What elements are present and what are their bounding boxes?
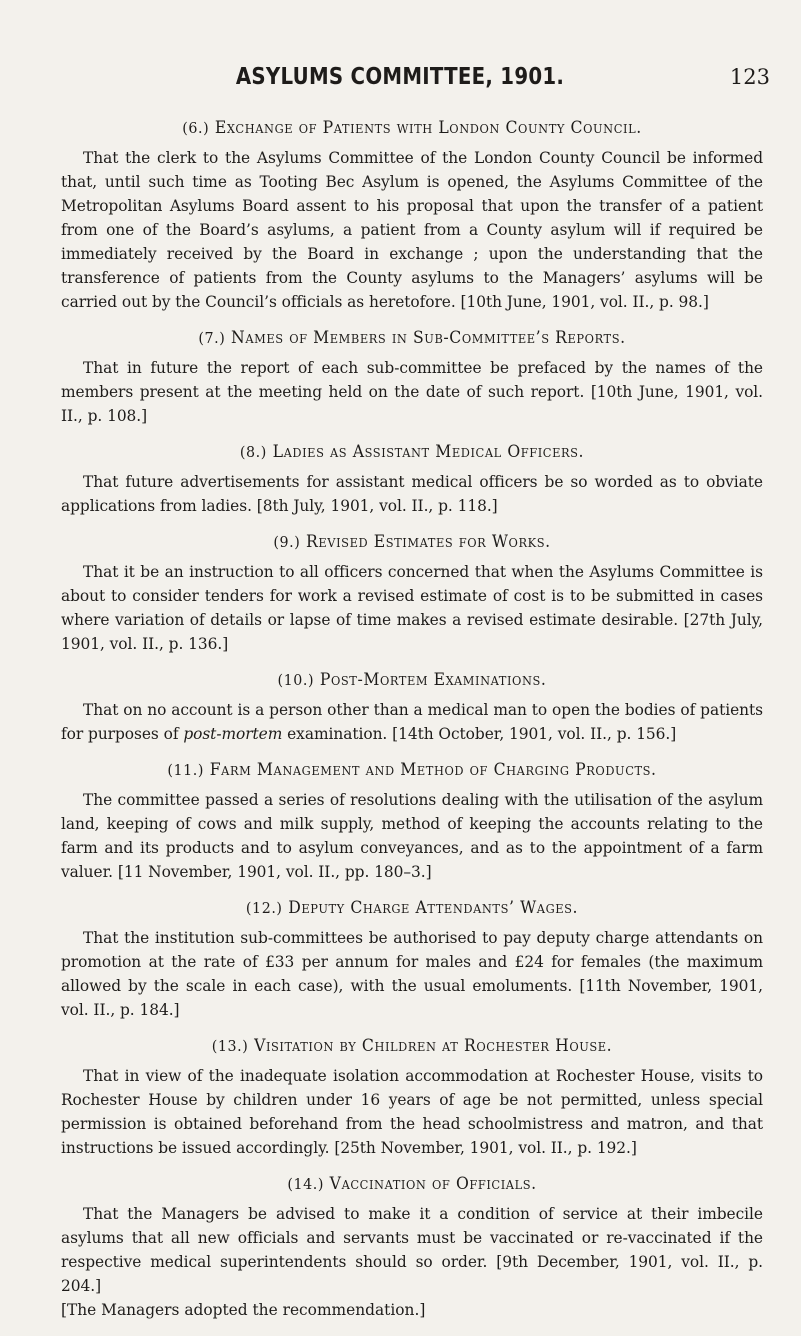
resolution-number: (14.) bbox=[287, 1175, 324, 1193]
resolution-text bbox=[61, 560, 763, 656]
resolution-citation: [27th July, 1901, vol. II., p. 136.] bbox=[61, 611, 764, 653]
resolution-text bbox=[61, 356, 763, 428]
resolution-title: Post-Mortem Examinations. bbox=[319, 670, 547, 689]
resolution-text bbox=[61, 698, 763, 746]
resolution-number: (8.) bbox=[239, 443, 267, 461]
resolution-citation: [9th December, 1901, vol. II., p. 204.] bbox=[61, 1253, 763, 1295]
resolution-title: Vaccination of Officials. bbox=[329, 1174, 537, 1193]
resolution-heading bbox=[79, 118, 746, 138]
resolution-10 bbox=[61, 670, 763, 746]
resolution-heading bbox=[79, 1036, 746, 1056]
resolutions-list bbox=[61, 118, 763, 1336]
resolution-heading bbox=[79, 328, 746, 348]
resolution-heading bbox=[79, 1174, 746, 1194]
resolution-number: (11.) bbox=[167, 761, 205, 779]
resolution-citation: [8th July, 1901, vol. II., p. 118.] bbox=[256, 497, 498, 515]
resolution-citation: [10th June, 1901, vol. II., p. 98.] bbox=[460, 293, 709, 311]
resolution-text bbox=[61, 146, 763, 314]
resolution-heading bbox=[79, 442, 746, 462]
resolution-13 bbox=[61, 1036, 763, 1160]
resolution-14 bbox=[61, 1174, 763, 1322]
resolution-text bbox=[61, 470, 763, 518]
resolution-heading bbox=[79, 760, 746, 780]
resolution-7 bbox=[61, 328, 763, 428]
resolution-title: Exchange of Patients with London County Council. bbox=[214, 118, 642, 137]
resolution-8 bbox=[61, 442, 763, 518]
resolution-italic-term: post-mortem bbox=[183, 725, 283, 743]
resolution-12 bbox=[61, 898, 763, 1022]
resolution-body: That in future the report of each sub-committee be prefaced by the names of the members present at the meeting held on the date of such report. bbox=[61, 359, 763, 401]
resolution-body: The committee passed a series of resolutions dealing with the utilisation of the asylum land, keeping of cows and milk supply, method of keeping the accounts relating to the farm and its products and to asylum conveyances, and as to the appointment of a farm valuer. bbox=[61, 791, 763, 881]
resolution-11 bbox=[61, 760, 763, 884]
resolution-text bbox=[61, 1064, 763, 1160]
resolution-heading bbox=[79, 898, 746, 918]
resolution-number: (10.) bbox=[277, 671, 315, 689]
resolution-citation: [11 November, 1901, vol. II., pp. 180–3.] bbox=[117, 863, 432, 881]
running-head bbox=[60, 62, 770, 102]
resolution-title: Farm Management and Method of Charging Products. bbox=[209, 760, 657, 779]
resolution-citation: [10th June, 1901, vol. II., p. 108.] bbox=[61, 383, 764, 425]
resolution-6 bbox=[61, 118, 763, 314]
resolution-number: (12.) bbox=[245, 899, 283, 917]
resolution-title: Deputy Charge Attendants’ Wages. bbox=[288, 898, 579, 917]
running-title: ASYLUMS COMMITTEE, 1901. bbox=[235, 64, 565, 90]
resolution-body: That the institution sub-committees be authorised to pay deputy charge attendants on promotion at the rate of £33 per annum for males and £24 for females (the maximum allowed by the scale in each case), with the usual emoluments. bbox=[61, 929, 763, 995]
resolution-number: (6.) bbox=[182, 119, 210, 137]
resolution-citation: [14th October, 1901, vol. II., p. 156.] bbox=[392, 725, 677, 743]
page-number: 123 bbox=[729, 65, 770, 89]
resolution-text bbox=[61, 788, 763, 884]
resolution-9 bbox=[61, 532, 763, 656]
resolution-number: (9.) bbox=[273, 533, 301, 551]
resolution-citation: [11th November, 1901, vol. II., p. 184.] bbox=[61, 977, 763, 1019]
resolution-title: Names of Members in Sub-Committee’s Reports. bbox=[231, 328, 626, 347]
resolution-heading bbox=[79, 532, 746, 552]
resolution-text bbox=[61, 1202, 763, 1298]
resolution-title: Revised Estimates for Works. bbox=[306, 532, 551, 551]
resolution-body: That the clerk to the Asylums Committee of the London County Council be informed that, until such time as Tooting Bec Asylum is opened, the Asylums Committee of the Metropolitan Asylums Board assent to his proposal that upon the transfer of a patient from one of the Board’s asylums, a patient from a County asylum will if required be immediately received by the Board in exchange ; upon the understanding that the transference of patients from the County asylums to the Managers’ asylums will be carried out by the Council’s officials as heretofore. bbox=[61, 149, 763, 311]
resolution-title: Visitation by Children at Rochester House. bbox=[254, 1036, 613, 1055]
resolution-number: (7.) bbox=[198, 329, 226, 347]
resolution-body-end: examination. bbox=[287, 725, 388, 743]
resolution-body: That future advertisements for assistant medical officers be so worded as to obviate applications from ladies. bbox=[61, 473, 763, 515]
resolution-note: [The Managers adopted the recommendation.] bbox=[61, 1301, 426, 1319]
resolution-heading bbox=[79, 670, 746, 690]
resolution-citation: [25th November, 1901, vol. II., p. 192.] bbox=[334, 1139, 637, 1157]
resolution-body: That it be an instruction to all officers concerned that when the Asylums Committee is about to consider tenders for work a revised estimate of cost is to be submitted in cases where variation of details or lapse of time makes a revised estimate desirable. bbox=[61, 563, 763, 629]
resolution-body: That the Managers be advised to make it a condition of service at their imbecile asylums that all new officials and servants must be vaccinated or re-vaccinated if the respective medical superintendents should so order. bbox=[61, 1205, 763, 1271]
resolution-body: That on no account is a person other than a medical man to open the bodies of patients for purposes of bbox=[61, 701, 763, 743]
resolution-number: (13.) bbox=[211, 1037, 249, 1055]
resolution-body: That in view of the inadequate isolation accommodation at Rochester House, visits to Rochester House by children under 16 years of age be not permitted, unless special permission is obtained beforehand from the head schoolmistress and matron, and that instructions be issued accordingly. bbox=[61, 1067, 763, 1157]
resolution-title: Ladies as Assistant Medical Officers. bbox=[272, 442, 585, 461]
resolution-text bbox=[61, 926, 763, 1022]
